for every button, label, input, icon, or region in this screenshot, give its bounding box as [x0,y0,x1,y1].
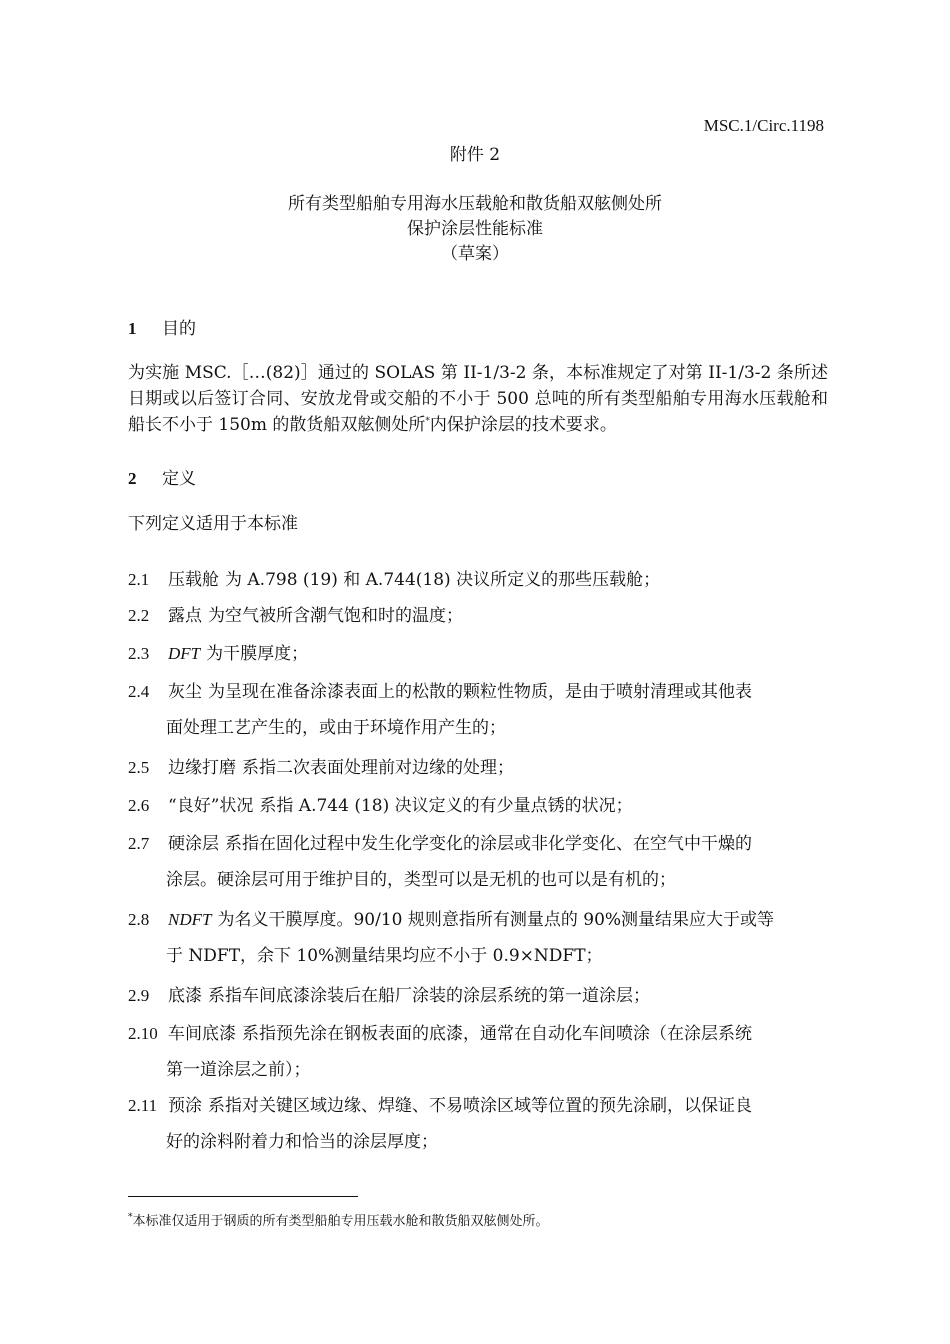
definition-number: 2.7 [128,834,150,853]
definition-item [128,902,828,974]
definition-item [128,1088,828,1160]
footnote-separator [128,1196,358,1197]
definition-item [128,1016,828,1088]
definition-term: 露点 [168,606,202,626]
definition-item [128,636,828,672]
definition-number: 2.10 [128,1024,158,1043]
definition-item [128,788,828,824]
definition-item [128,674,828,746]
definition-term: 预涂 [168,1096,202,1116]
definition-text: 系指 A.744 (18) 决议定义的有少量点锈的状况； [259,796,633,816]
footnote-reference-mark: * [425,416,430,427]
definition-term: NDFT [168,910,212,929]
definition-text: 系指对关键区域边缘、焊缝、不易喷涂区域等位置的预先涂刷，以保证良 [208,1096,752,1116]
definition-number: 2.4 [128,682,150,701]
definition-term: “良好”状况 [168,796,254,816]
section-1-title: 目的 [162,319,196,339]
definition-item [128,826,828,898]
definition-item [128,598,828,634]
definition-number: 2.1 [128,570,150,589]
definition-item [128,978,828,1014]
purpose-text-end: 内保护涂层的技术要求。 [429,415,617,435]
document-reference: MSC.1/Circ.1198 [703,116,824,135]
definition-number: 2.2 [128,606,150,625]
document-title-line-2: 保护涂层性能标准 [407,219,543,239]
definition-text: 系指预先涂在钢板表面的底漆，通常在自动化车间喷涂（在涂层系统 [242,1024,752,1044]
definition-number: 2.6 [128,796,150,815]
definition-number: 2.9 [128,986,150,1005]
definition-text: 系指二次表面处理前对边缘的处理； [242,758,514,778]
definition-term: DFT [168,644,201,663]
definition-term: 边缘打磨 [168,758,236,778]
footnote-mark: * [128,1212,133,1223]
definition-term: 车间底漆 [168,1024,236,1044]
footnote [128,1210,549,1229]
section-1-number: 1 [128,319,137,338]
definitions-intro: 下列定义适用于本标准 [128,514,298,534]
definition-item [128,750,828,786]
definition-text: 为名义干膜厚度。90/10 规则意指所有测量点的 90%测量结果应大于或等 [217,910,775,930]
section-2-number: 2 [128,469,137,488]
definition-number: 2.11 [128,1096,158,1115]
definition-term: 底漆 [168,986,202,1006]
section-1-heading [128,314,196,339]
definition-number: 2.8 [128,910,150,929]
definition-text-continued: 第一道涂层之前）； [166,1060,311,1080]
definition-text: 为空气被所含潮气饱和时的温度； [208,606,463,626]
definition-text: 为呈现在准备涂漆表面上的松散的颗粒性物质，是由于喷射清理或其他表 [208,682,752,702]
definition-term: 硬涂层 [168,834,219,854]
definition-term: 压载舱 [168,570,219,590]
definition-text: 系指车间底漆涂装后在船厂涂装的涂层系统的第一道涂层； [208,986,650,1006]
document-title-line-1: 所有类型船舶专用海水压载舱和散货船双舷侧处所 [288,194,662,214]
definition-text-continued: 涂层。硬涂层可用于维护目的，类型可以是无机的也可以是有机的； [166,870,676,890]
definition-item [128,562,828,598]
section-2-heading [128,464,196,489]
definition-text: 为干膜厚度； [206,644,309,664]
document-title-line-3: （草案） [441,244,509,264]
definition-text-continued: 好的涂料附着力和恰当的涂层厚度； [166,1132,438,1152]
definition-text: 系指在固化过程中发生化学变化的涂层或非化学变化、在空气中干燥的 [225,834,752,854]
annex-label: 附件 2 [449,145,501,165]
definition-number: 2.3 [128,644,150,663]
purpose-text: 为实施 MSC.［…(82)］通过的 SOLAS 第 II-1/3-2 条，本标准规定了对第 II-1/3-2 条所述日期或以后签订合同、安放龙骨或交船的不小于 500 总吨的所有类型船舶专用海水压载舱和船长不小于 150m 的散货船双舷侧处所 [128,363,828,435]
section-1-paragraph [128,360,828,438]
section-2-title: 定义 [162,469,196,489]
definition-number: 2.5 [128,758,150,777]
definition-term: 灰尘 [168,682,202,702]
definition-text: 为 A.798 (19) 和 A.744(18) 决议所定义的那些压载舱； [225,570,661,590]
footnote-text: 本标准仅适用于钢质的所有类型船舶专用压载水舱和散货船双舷侧处所。 [132,1214,549,1229]
definition-text-continued: 面处理工艺产生的，或由于环境作用产生的； [166,718,506,738]
definition-text-continued: 于 NDFT，余下 10%测量结果均应不小于 0.9×NDFT； [166,946,603,966]
